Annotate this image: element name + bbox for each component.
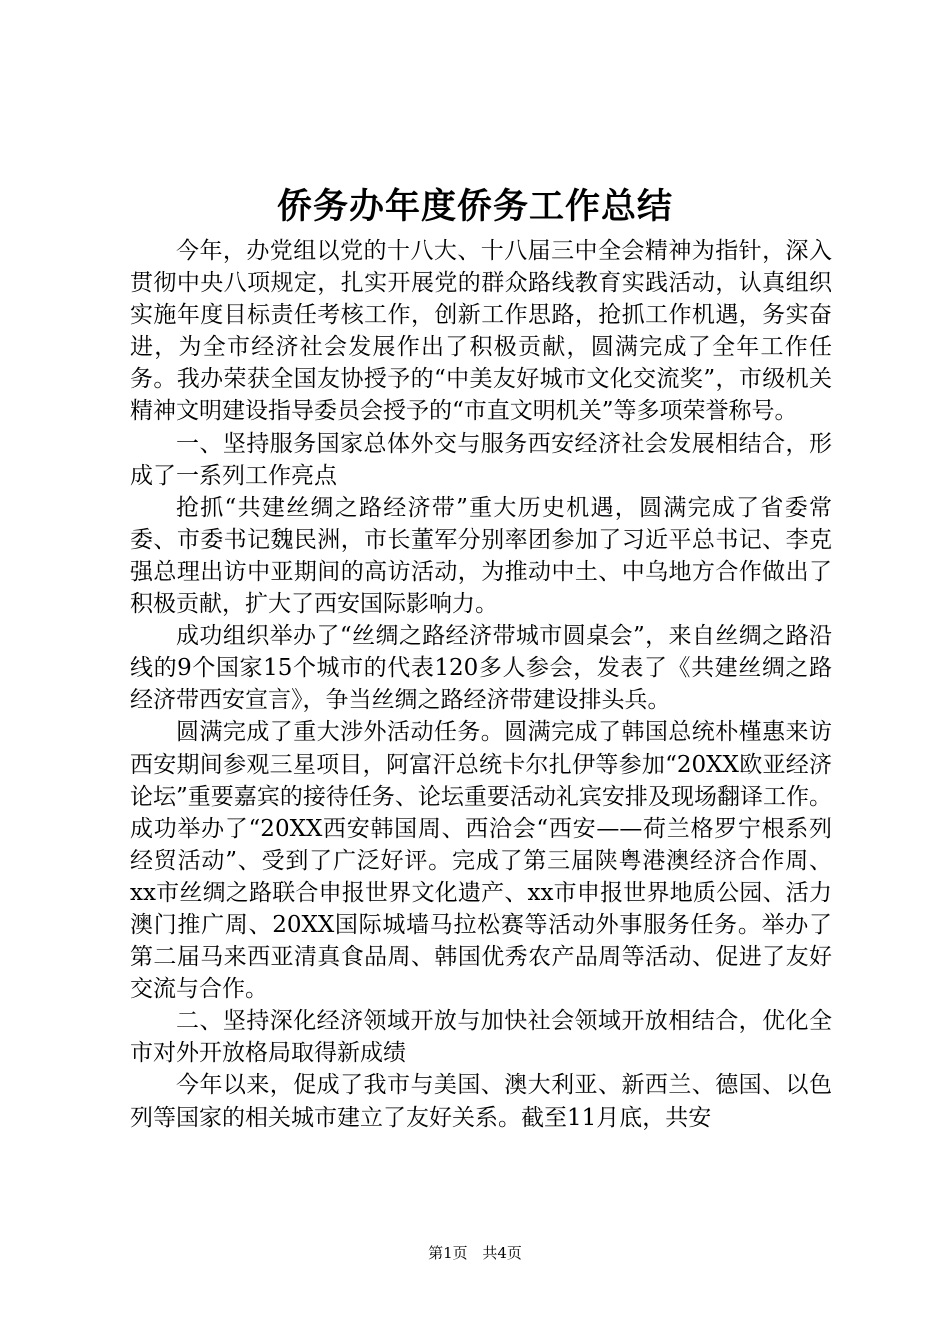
document-body: [130, 235, 832, 1134]
section-heading-2: 二、坚持深化经济领域开放与加快社会领域开放相结合，优化全市对外开放格局取得新成绩: [130, 1008, 832, 1067]
page-total: 共4页: [482, 1244, 522, 1262]
document-title: 侨务办年度侨务工作总结: [276, 186, 673, 227]
section-heading-1: 一、坚持服务国家总体外交与服务西安经济社会发展相结合，形成了一系列工作亮点: [130, 430, 832, 489]
paragraph-sister-cities: 今年以来，促成了我市与美国、澳大利亚、新西兰、德国、以色列等国家的相关城市建立了友好关系。截至11月底，共安: [130, 1072, 832, 1131]
paragraph-silk-road-visits: 抢抓“共建丝绸之路经济带”重大历史机遇，圆满完成了省委常委、市委书记魏民洲，市长董军分别率团参加了习近平总书记、李克强总理出访中亚期间的高访活动，为推动中土、中乌地方合作做出了积极贡献，扩大了西安国际影响力。: [130, 494, 832, 618]
paragraph-roundtable: 成功组织举办了“丝绸之路经济带城市圆桌会”，来自丝绸之路沿线的9个国家15个城市的代表120多人参会，发表了《共建丝绸之路经济带西安宣言》，争当丝绸之路经济带建设排头兵。: [130, 623, 832, 714]
paragraph-intro: 今年，办党组以党的十八大、十八届三中全会精神为指针，深入贯彻中央八项规定，扎实开展党的群众路线教育实践活动，认真组织实施年度目标责任考核工作，创新工作思路，抢抓工作机遇，务实奋进，为全市经济社会发展作出了积极贡献，圆满完成了全年工作任务。我办荣获全国友协授予的“中美友好城市文化交流奖”，市级机关精神文明建设指导委员会授予的“市直文明机关”等多项荣誉称号。: [130, 238, 832, 425]
paragraph-foreign-affairs: 圆满完成了重大涉外活动任务。圆满完成了韩国总统朴槿惠来访西安期间参观三星项目，阿富汗总统卡尔扎伊等参加“20XX欧亚经济论坛”重要嘉宾的接待任务、论坛重要活动礼宾安排及现场翻译工作。成功举办了“20XX西安韩国周、西洽会“西安——荷兰格罗宁根系列经贸活动”、受到了广泛好评。完成了第三届陕粤港澳经济合作周、xx市丝绸之路联合申报世界文化遗产、xx市申报世界地质公园、活力澳门推广周、20XX国际城墙马拉松赛等活动外事服务任务。举办了第二届马来西亚清真食品周、韩国优秀农产品周等活动、促进了友好交流与合作。: [130, 719, 832, 1003]
page-footer: [0, 1243, 950, 1263]
page-number: 第1页: [428, 1244, 468, 1262]
